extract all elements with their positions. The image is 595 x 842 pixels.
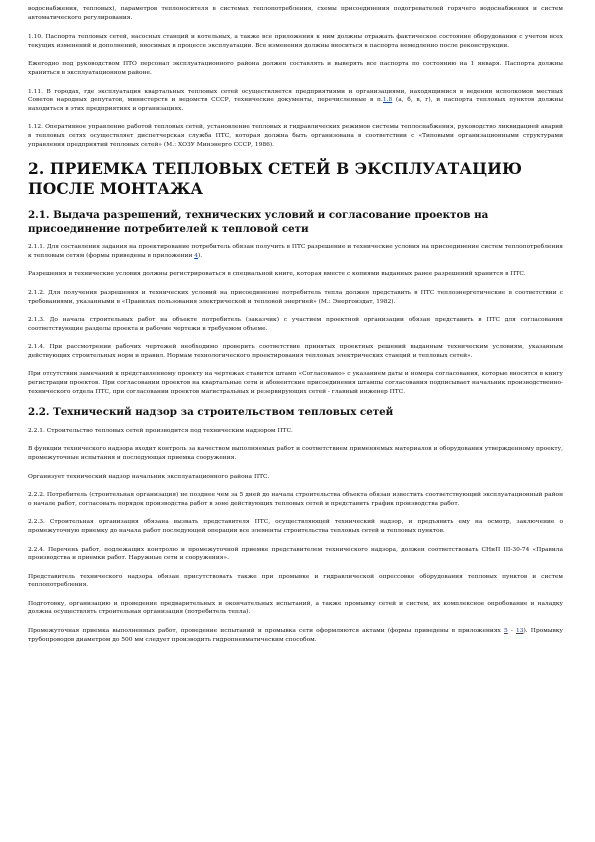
paragraph-2-2-4-testing: Подготовку, организацию и проведение предварительных и окончательных испытаний, а также промывку сетей и систем, их комплексное опробование и наладку должна осуществлять строительная организация (потребитель тепла). — [28, 600, 563, 616]
paragraph-2-2-2: 2.2.2. Потребитель (строительная организация) не позднее чем за 5 дней до начала строительства объекта обязан известить соответствующий эксплуатационный район о начале работ, согласовать порядок производства работ в зоне действующих тепловых сетей и представить график производства работ. — [28, 492, 563, 507]
paragraph-2-2-1-organizer: Организует технический надзор начальник эксплуатационного района ПТС. — [28, 473, 270, 480]
paragraph-2-1-1-text: 2.1.1. Для составления задания на проектирование потребитель обязан получить в ПТС разрешение и технические условия на присоединение систем теплопотребления к тепловым сетям (формы приведены в приложении — [28, 244, 563, 259]
section-2-heading: 2. ПРИЕМКА ТЕПЛОВЫХ СЕТЕЙ В ЭКСПЛУАТАЦИЮ ПОСЛЕ МОНТАЖА — [28, 159, 523, 199]
paragraph-2-1-1-text-end: ). — [198, 252, 203, 259]
paragraph-2-2-1: 2.2.1. Строительство тепловых сетей производится под техническим надзором ПТС. — [28, 427, 293, 434]
paragraph-2-2-5-text: Промежуточная приемка выполненных работ, проведение испытаний и промывка сети оформляются актами (формы приведены в приложениях — [28, 628, 504, 635]
link-appendix-13[interactable]: 13 — [516, 628, 524, 635]
paragraph-2-1-1 — [28, 243, 563, 260]
subsection-2-2-heading: 2.2. Технический надзор за строительством тепловых сетей — [28, 406, 394, 419]
link-section-1-8[interactable]: 1.8 — [382, 97, 393, 104]
paragraph-2-2-3: 2.2.3. Строительная организация обязана вызвать представителя ПТС, осуществляющей технический надзор, и предъявить ему на осмотр, заключение о промежуточную приемку до начала работ последующей операции все элементы строительства тепловых сетей и тепловых пунктов. — [28, 519, 563, 534]
paragraph-2-1-2: 2.1.2. Для получения разрешения и технических условий на присоединение потребитель тепла должен представить в ПТС теплоэнергетические в соответствии с требованиями, указанными в «Правилах пользования электрической и тепловой энергией» (М.: Энергоиздат, 1982). — [28, 289, 563, 305]
paragraph-1-9-continuation: водоснабжения, тепловых), параметров теплоносителя в системах теплопотребления, схемы присоединения подогревателей горячего водоснабжения и систем автоматического регулирования. — [28, 6, 563, 21]
paragraph-2-2-5-text-end: ). Промывку трубопроводов диаметром до 500 мм следует производить гидропневматическим способом. — [28, 628, 563, 643]
paragraph-1-11 — [28, 88, 563, 114]
paragraph-1-10-annual: Ежегодно под руководством ПТО персонал эксплуатационного района должен составлять и выверять все паспорта по состоянию на 1 января. Паспорта должны храниться в эксплуатационном районе. — [28, 61, 563, 76]
paragraph-2-2-4: 2.2.4. Перечень работ, подлежащих контролю и промежуточной приемке представителем технического надзора, должен соответствовать СНиП III-30-74 «Правила производства и приемки работ. Наружные сети и сооружения». — [28, 546, 563, 562]
paragraph-2-1-1-registration: Разрешения и технические условия должны регистрироваться в специальной книге, которая вместе с копиями выданных ранее разрешений хранится в ПТС. — [28, 271, 526, 278]
paragraph-2-2-1-functions: В функции технического надзора входит контроль за качеством выполняемых работ и соответствием применяемых материалов и оборудования утвержденному проекту, промежуточные испытания и последующая приемка сооружения. — [28, 446, 563, 461]
paragraph-2-1-4-approval: При отсутствии замечаний к представленному проекту на чертежах ставится штамп «Согласовано» с указанием даты и номера согласования, которые вносятся в книгу регистрации проектов. При согласовании проектов на квартальные сети и абонентские присоединения штампы согласования подписывает начальник производственно-технического отдела ПТС, при согласовании проектов магистральных и резервирующих сетей - главный инженер ПТС. — [28, 371, 563, 395]
paragraph-1-10: 1.10. Паспорта тепловых сетей, насосных станций и котельных, а также все приложения к ним должны отражать фактическое состояние оборудования с учетом всех текущих изменений и дополнений, вносимых в процессе эксплуатации. Все изменения должны вноситься в паспорта немедленно после реконструкции. — [28, 34, 563, 49]
paragraph-1-11-text-end: (а, б, в, г), и паспорта тепловых пунктов должны находиться в этих предприятиях и организациях. — [28, 97, 564, 112]
link-appendix-5[interactable]: 5 — [503, 628, 508, 635]
subsection-2-1-heading: 2.1. Выдача разрешений, технических условий и согласование проектов на присоединение потребителей к тепловой сети — [28, 209, 489, 235]
paragraph-2-2-5-separator: - — [507, 628, 516, 635]
paragraph-2-1-4: 2.1.4. При рассмотрении рабочих чертежей необходимо проверить соответствие принятых проектных решений выданным техническим условиям, указанным действующих строительных норм и правил. Нормам технологического проектирования тепловых электрических станций и тепловых сетей». — [28, 344, 563, 359]
paragraph-2-1-3: 2.1.3. До начала строительных работ на объекте потребитель (заказчик) с участием проектной организации обязан представить в ПТС для согласования соответствующие разделы проекта и рабочие чертежи в требуемом объеме. — [28, 317, 563, 332]
link-appendix-4[interactable]: 4 — [194, 252, 198, 259]
paragraph-2-2-4-presence: Представитель технического надзора обязан присутствовать также при промывке и гидравлической опрессовке оборудования тепловых пунктов и систем теплопотребления. — [28, 573, 563, 589]
paragraph-2-2-5 — [28, 627, 563, 644]
paragraph-1-11-text: 1.11. В городах, где эксплуатация квартальных тепловых сетей осуществляется предприятиями и организациями, находящимися в ведении исполкомов местных Советов народных депутатов, министерств и ведомств СССР, технические документы, перечисленные в п. — [28, 88, 563, 104]
paragraph-1-12: 1.12. Оперативное управление работой тепловых сетей, установление тепловых и гидравлических режимов системы теплоснабжения, руководство ликвидацией аварий в тепловых сетях осуществляет диспетчерская служба ПТС, которая должна быть организована в соответствии с «Типовыми организационными структурами управления предприятий тепловых сетей» (М.: ХОЗУ Минэнерго СССР, 1986). — [28, 124, 563, 148]
